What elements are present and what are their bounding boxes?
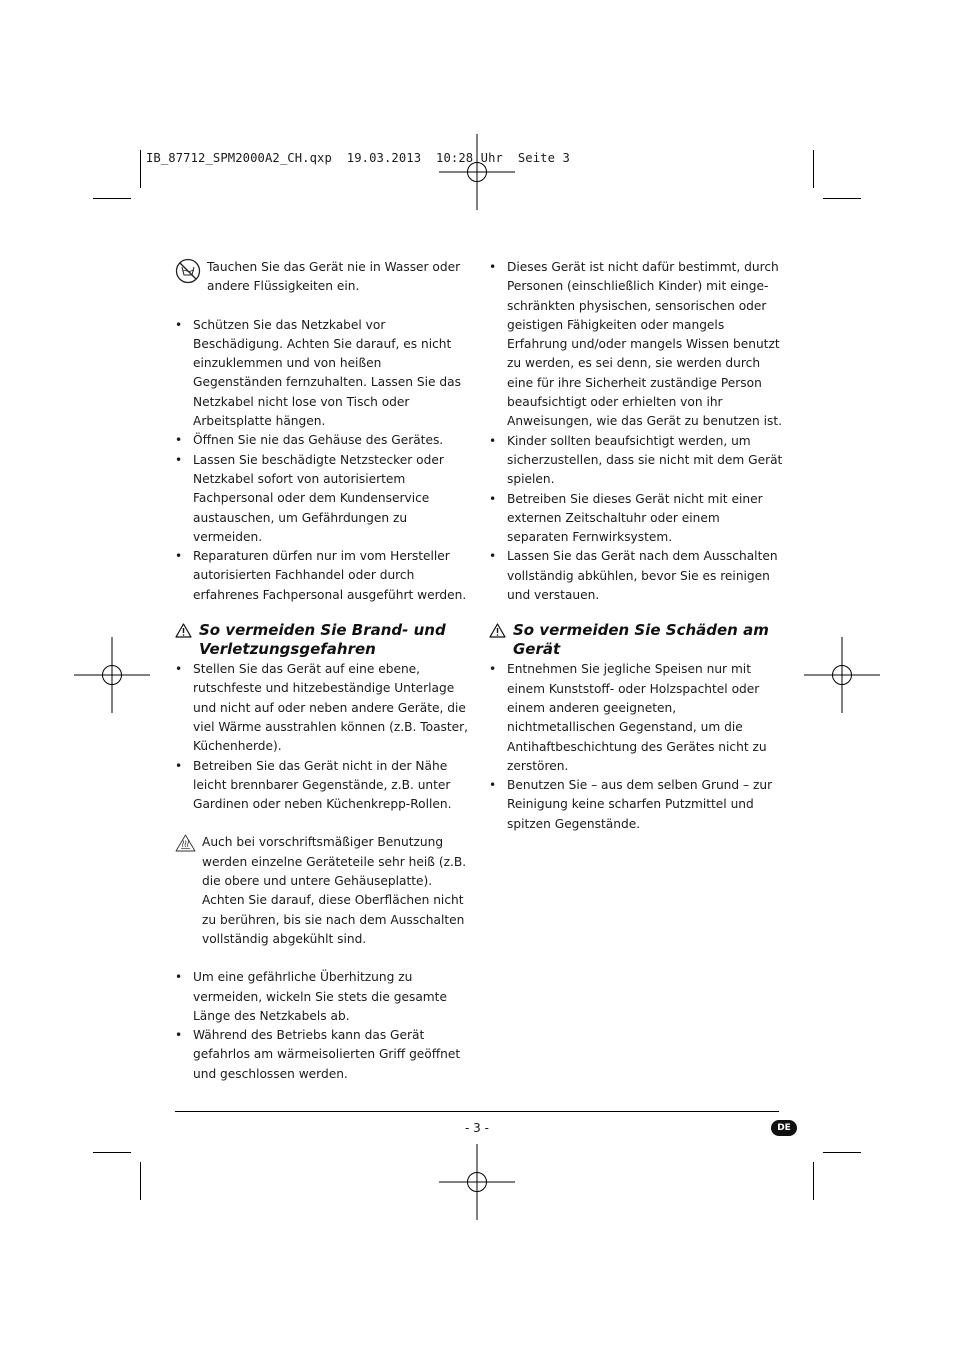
crop-mark	[813, 150, 814, 188]
list-item: • Lassen Sie beschädigte Netzstecker oder Netzkabel sofort von autorisiertem Fachpersonal oder dem Kundenservice austauschen, um Gefährdungen zu vermeiden.	[175, 451, 470, 547]
list-item: • Betreiben Sie das Gerät nicht in der Nähe leicht brennbarer Gegenstände, z.B. unter Gardinen oder neben Küchenkrepp-Rollen.	[175, 757, 470, 815]
hot-surface-icon	[175, 834, 196, 858]
list-item: • Schützen Sie das Netzkabel vor Beschädigung. Achten Sie darauf, es nicht einzuklemmen und von heißen Gegenständen fernzuhalten. Lassen Sie das Netzkabel nicht lose von Tisch oder Arbeitsplatte hängen.	[175, 316, 470, 432]
crop-mark	[140, 1162, 141, 1200]
hot-surface-notice	[175, 833, 470, 949]
crop-mark	[93, 1152, 131, 1153]
registration-mark-bottom	[439, 1144, 515, 1220]
section-heading-damage	[489, 621, 784, 659]
general-safety-list	[489, 258, 784, 605]
warning-triangle-icon	[489, 623, 506, 643]
crop-mark	[140, 150, 141, 188]
section-heading-fire-text: So vermeiden Sie Brand- und Verletzungsgefahren	[199, 621, 446, 659]
warning-triangle-icon	[175, 623, 192, 643]
registration-mark-right	[804, 637, 880, 713]
list-item: • Während des Betriebs kann das Gerät gefahrlos am wärmeisolierten Griff geöffnet und geschlossen werden.	[175, 1026, 470, 1084]
section-heading-fire	[175, 621, 470, 659]
crop-mark	[93, 198, 131, 199]
overheat-list	[175, 968, 470, 1084]
list-item: • Lassen Sie das Gerät nach dem Ausschalten vollständig abkühlen, bevor Sie es reinigen und verstauen.	[489, 547, 784, 605]
list-item: • Öffnen Sie nie das Gehäuse des Gerätes.	[175, 431, 470, 450]
hot-surface-notice-text: Auch bei vorschriftsmäßiger Benutzung werden einzelne Geräteteile sehr heiß (z.B. die obere und untere Gehäuseplatte). Achten Sie darauf, diese Oberflächen nicht zu berühren, bis sie nach dem Ausschalten vollständig abgekühlt sind.	[202, 835, 467, 946]
print-slug-header: IB_87712_SPM2000A2_CH.qxp 19.03.2013 10:28 Uhr Seite 3	[146, 151, 570, 165]
right-column	[489, 258, 784, 834]
list-item: • Reparaturen dürfen nur im vom Hersteller autorisierten Fachhandel oder durch erfahrenes Fachpersonal ausgeführt werden.	[175, 547, 470, 605]
list-item: • Betreiben Sie dieses Gerät nicht mit einer externen Zeitschaltuhr oder einem separaten Fernwirksystem.	[489, 490, 784, 548]
list-item: • Kinder sollten beaufsichtigt werden, um sicherzustellen, dass sie nicht mit dem Gerät spielen.	[489, 432, 784, 490]
section-heading-damage-text: So vermeiden Sie Schäden am Gerät	[513, 621, 769, 659]
no-immersion-icon	[175, 258, 201, 290]
left-column	[175, 258, 470, 1084]
immersion-notice-text: Tauchen Sie das Gerät nie in Wasser oder andere Flüssigkeiten ein.	[207, 260, 461, 294]
registration-mark-left	[74, 637, 150, 713]
list-item: • Benutzen Sie – aus dem selben Grund – zur Reinigung keine scharfen Putzmittel und spitzen Gegenstände.	[489, 776, 784, 834]
crop-mark	[813, 1162, 814, 1200]
safety-list-cable	[175, 316, 470, 605]
list-item: • Entnehmen Sie jegliche Speisen nur mit einem Kunststoff- oder Holzspachtel oder einem anderen geeigneten, nichtmetallischen Gegenstand, um die Antihaftbeschichtung des Gerätes nicht zu zerstören.	[489, 660, 784, 776]
page-number: - 3 -	[465, 1121, 489, 1135]
fire-safety-list	[175, 660, 470, 814]
registration-mark-top	[439, 134, 515, 210]
footer-rule	[175, 1111, 779, 1112]
crop-mark	[823, 198, 861, 199]
list-item: • Dieses Gerät ist nicht dafür bestimmt, durch Personen (einschließlich Kinder) mit eingeschränkten physischen, sensorischen oder geistigen Fähigkeiten oder mangels Erfahrung und/oder mangels Wissen benutzt zu werden, es sei denn, sie werden durch eine für ihre Sicherheit zuständige Person beaufsichtigt oder erhielten von ihr Anweisungen, wie das Gerät zu benutzen ist.	[489, 258, 784, 432]
list-item: • Um eine gefährliche Überhitzung zu vermeiden, wickeln Sie stets die gesamte Länge des Netzkabels ab.	[175, 968, 470, 1026]
crop-mark	[823, 1152, 861, 1153]
language-badge: DE	[771, 1120, 797, 1136]
damage-prevention-list	[489, 660, 784, 834]
list-item: • Stellen Sie das Gerät auf eine ebene, rutschfeste und hitzebeständige Unterlage und nicht auf oder neben andere Geräte, die viel Wärme ausstrahlen können (z.B. Toaster, Küchenherde).	[175, 660, 470, 756]
immersion-notice	[175, 258, 470, 297]
